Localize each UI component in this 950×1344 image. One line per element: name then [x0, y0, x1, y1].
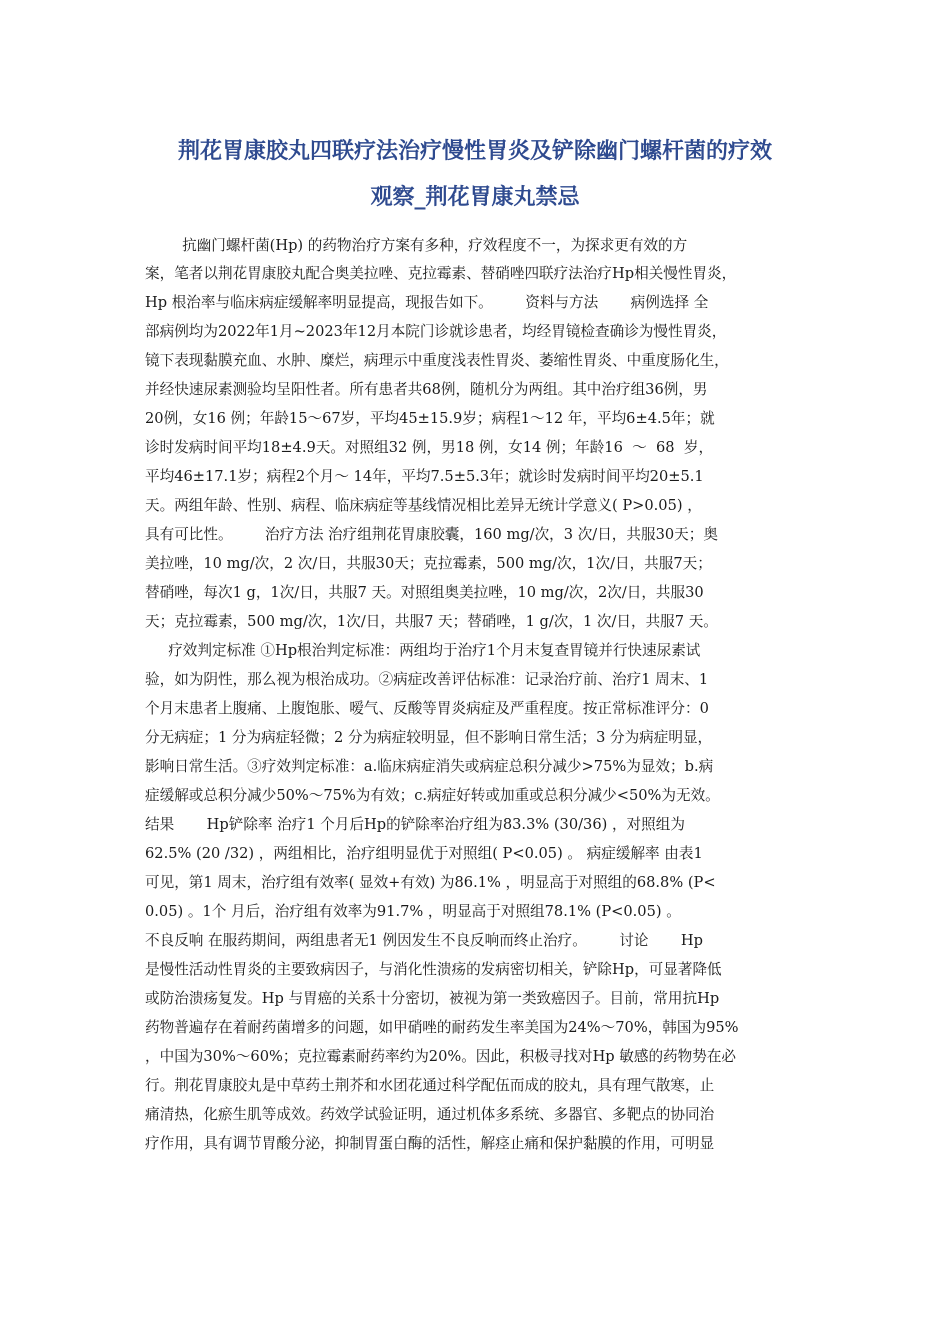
- body-line: 诊时发病时间平均18±4.9天。对照组32 例，男18 例，女14 例；年龄16 ～ 68 岁，: [145, 439, 714, 456]
- body-line: 天。两组年龄、性别、病程、临床病症等基线情况相比差异无统计学意义( P>0.05) ，: [145, 497, 702, 514]
- body-line: 药物普遍存在着耐药菌增多的问题，如甲硝唑的耐药发生率美国为24%～70%，韩国为95%: [145, 1019, 739, 1036]
- body-line: 案，笔者以荆花胃康胶丸配合奥美拉唑、克拉霉素、替硝唑四联疗法治疗Hp相关慢性胃炎，: [145, 265, 737, 282]
- body-line: 不良反响 在服药期间，两组患者无1 例因发生不良反响而终止治疗。 讨论 Hp: [145, 932, 703, 949]
- body-line: 62.5% (20 /32) ，两组相比，治疗组明显优于对照组( P<0.05) 。 病症缓解率 由表1: [145, 845, 703, 862]
- body-line: 天；克拉霉素，500 mg/次，1次/日，共服7 天；替硝唑，1 g/次，1 次/日，共服7 天。: [145, 613, 718, 630]
- body-line: 是慢性活动性胃炎的主要致病因子，与消化性溃疡的发病密切相关，铲除Hp，可显著降低: [145, 961, 722, 978]
- body-line: 部病例均为2022年1月~2023年12月本院门诊就诊患者，均经胃镜检查确诊为慢性胃炎，: [145, 323, 727, 340]
- body-line: 症缓解或总积分减少50%～75%为有效；c.病症好转或加重或总积分减少<50%为无效。: [145, 787, 720, 804]
- document-title-line-1: 荆花胃康胶丸四联疗法治疗慢性胃炎及铲除幽门螺杆菌的疗效: [177, 139, 772, 164]
- body-line: 美拉唑，10 mg/次，2 次/日，共服30天；克拉霉素，500 mg/次，1次/日，共服7天；: [145, 555, 712, 572]
- body-line: 或防治溃疡复发。Hp 与胃癌的关系十分密切，被视为第一类致癌因子。目前，常用抗Hp: [145, 990, 720, 1007]
- body-line: 抗幽门螺杆菌(Hp) 的药物治疗方案有多种，疗效程度不一，为探求更有效的方: [145, 237, 688, 254]
- body-line: Hp 根治率与临床病症缓解率明显提高，现报告如下。 资料与方法 病例选择 全: [145, 294, 709, 311]
- body-line: 结果 Hp铲除率 治疗1 个月后Hp的铲除率治疗组为83.3% (30/36) ，对照组为: [145, 816, 685, 833]
- body-line: 分无病症；1 分为病症轻微；2 分为病症较明显，但不影响日常生活；3 分为病症明显，: [145, 729, 713, 746]
- body-line: 并经快速尿素测验均呈阳性者。所有患者共68例，随机分为两组。其中治疗组36例，男: [145, 381, 708, 398]
- body-line: 个月末患者上腹痛、上腹饱胀、嗳气、反酸等胃炎病症及严重程度。按正常标准评分：0: [145, 700, 709, 717]
- body-line: 可见，第1 周末，治疗组有效率( 显效+有效) 为86.1% ，明显高于对照组的68.8% (P<: [145, 874, 716, 891]
- body-line: 影响日常生活。③疗效判定标准：a.临床病症消失或病症总积分减少>75%为显效；b.病: [145, 758, 714, 775]
- body-line: 平均46±17.1岁；病程2个月～ 14年，平均7.5±5.3年；就诊时发病时间平均20±5.1: [145, 468, 704, 485]
- body-line: 镜下表现黏膜充血、水肿、糜烂，病理示中重度浅表性胃炎、萎缩性胃炎、中重度肠化生，: [145, 352, 729, 369]
- body-line: 验，如为阴性，那么视为根治成功。②病症改善评估标准：记录治疗前、治疗1 周末、1: [145, 671, 709, 688]
- body-line: 0.05) 。1个 月后，治疗组有效率为91.7% ，明显高于对照组78.1% (P<0.05) 。: [145, 903, 681, 920]
- body-line: 痛清热，化瘀生肌等成效。药效学试验证明，通过机体多系统、多器官、多靶点的协同治: [145, 1106, 715, 1123]
- body-line: 具有可比性。 治疗方法 治疗组荆花胃康胶囊，160 mg/次，3 次/日，共服30天；奥: [145, 526, 718, 543]
- body-line: 行。荆花胃康胶丸是中草药土荆芥和水团花通过科学配伍而成的胶丸，具有理气散寒，止: [145, 1077, 715, 1094]
- body-line: 疗效判定标准 ①Hp根治判定标准：两组均于治疗1个月末复查胃镜并行快速尿素试: [145, 642, 701, 659]
- document-title-line-2: 观察_荆花胃康丸禁忌: [370, 185, 580, 210]
- body-line: 替硝唑，每次1 g，1次/日，共服7 天。对照组奥美拉唑，10 mg/次，2次/日，共服30: [145, 584, 704, 601]
- body-line: 疗作用，具有调节胃酸分泌，抑制胃蛋白酶的活性，解痉止痛和保护黏膜的作用，可明显: [145, 1135, 715, 1152]
- body-line: ，中国为30%～60%；克拉霉素耐药率约为20%。因此，积极寻找对Hp 敏感的药物势在必: [145, 1048, 737, 1065]
- body-line: 20例，女16 例；年龄15～67岁，平均45±15.9岁；病程1～12 年，平均6±4.5年；就: [145, 410, 715, 427]
